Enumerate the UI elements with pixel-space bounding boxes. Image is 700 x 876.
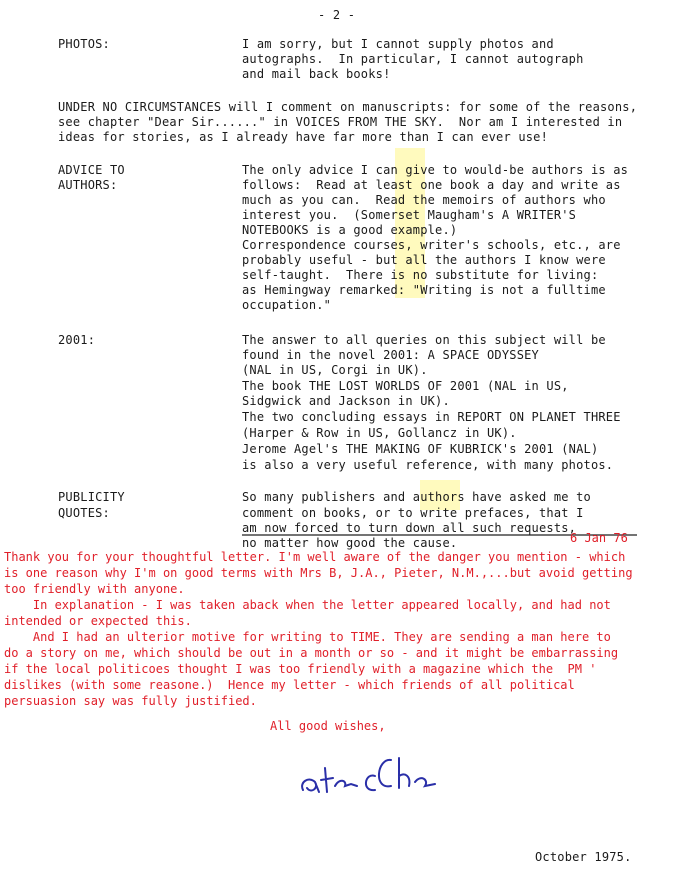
publicity-line: no matter how good the cause. <box>242 536 458 550</box>
publicity-line: am now forced to turn down all such requests, <box>242 521 577 535</box>
red-note-line: And I had an ulterior motive for writing to TIME. They are sending a man here to <box>4 630 611 644</box>
advice-line: NOTEBOOKS is a good example.) <box>242 223 458 237</box>
manuscripts-line: see chapter "Dear Sir......" in VOICES FROM THE SKY. Nor am I interested in <box>58 115 623 129</box>
s2001-line: Jerome Agel's THE MAKING OF KUBRICK's 2001 (NAL) <box>242 442 599 456</box>
advice-line: as Hemingway remarked: "Writing is not a fulltime <box>242 283 606 297</box>
publicity-line: So many publishers and authors have asked me to <box>242 490 591 504</box>
s2001-label: 2001: <box>58 333 96 347</box>
advice-label: AUTHORS: <box>58 178 118 192</box>
advice-line: Correspondence courses, writer's schools, etc., are <box>242 238 621 252</box>
s2001-line: is also a very useful reference, with many photos. <box>242 458 614 472</box>
footer-date: October 1975. <box>535 850 632 864</box>
red-note-line: if the local politicoes thought I was too friendly with a magazine which the PM ' <box>4 662 597 676</box>
red-note-line: intended or expected this. <box>4 614 192 628</box>
publicity-line: comment on books, or to write prefaces, that I <box>242 506 584 520</box>
signature <box>295 748 535 808</box>
s2001-line: (Harper & Row in US, Gollancz in UK). <box>242 426 517 440</box>
advice-line: The only advice I can give to would-be authors is as <box>242 163 629 177</box>
page-number: - 2 - <box>318 8 356 22</box>
s2001-line: (NAL in US, Corgi in UK). <box>242 363 428 377</box>
photos-line: and mail back books! <box>242 67 391 81</box>
advice-line: much as you can. Read the memoirs of authors who <box>242 193 606 207</box>
s2001-line: The book THE LOST WORLDS OF 2001 (NAL in US, <box>242 379 569 393</box>
red-note-line: is one reason why I'm on good terms with Mrs B, J.A., Pieter, N.M.,...but avoid getting <box>4 566 633 580</box>
red-note-line: do a story on me, which should be out in a month or so - and it might be embarrassing <box>4 646 619 660</box>
red-note-line: too friendly with anyone. <box>4 582 185 596</box>
advice-line: self-taught. There is no substitute for living: <box>242 268 599 282</box>
manuscripts-line: UNDER NO CIRCUMSTANCES will I comment on manuscripts: for some of the reasons, <box>58 100 638 114</box>
publicity-label: QUOTES: <box>58 506 110 520</box>
advice-label: ADVICE TO <box>58 163 125 177</box>
advice-line: occupation." <box>242 298 332 312</box>
photos-line: I am sorry, but I cannot supply photos and <box>242 37 554 51</box>
s2001-line: The answer to all queries on this subject will be <box>242 333 606 347</box>
s2001-line: The two concluding essays in REPORT ON PLANET THREE <box>242 410 621 424</box>
s2001-line: found in the novel 2001: A SPACE ODYSSEY <box>242 348 539 362</box>
advice-line: probably useful - but all the authors I know were <box>242 253 606 267</box>
red-note-date: 6 Jan 76 <box>570 531 628 545</box>
photos-line: autographs. In particular, I cannot autograph <box>242 52 584 66</box>
photos-label: PHOTOS: <box>58 37 110 51</box>
advice-line: follows: Read at least one book a day and write as <box>242 178 621 192</box>
advice-line: interest you. (Somerset Maugham's A WRITER'S <box>242 208 577 222</box>
s2001-line: Sidgwick and Jackson in UK). <box>242 394 450 408</box>
red-note-line: In explanation - I was taken aback when the letter appeared locally, and had not <box>4 598 611 612</box>
manuscripts-line: ideas for stories, as I already have far more than I can ever use! <box>58 130 549 144</box>
red-note-closing: All good wishes, <box>270 719 386 733</box>
red-note-line: persuasion say was fully justified. <box>4 694 257 708</box>
red-note-line: dislikes (with some reasone.) Hence my letter - which friends of all political <box>4 678 575 692</box>
publicity-label: PUBLICITY <box>58 490 125 504</box>
red-note-line: Thank you for your thoughtful letter. I'm well aware of the danger you mention - which <box>4 550 626 564</box>
